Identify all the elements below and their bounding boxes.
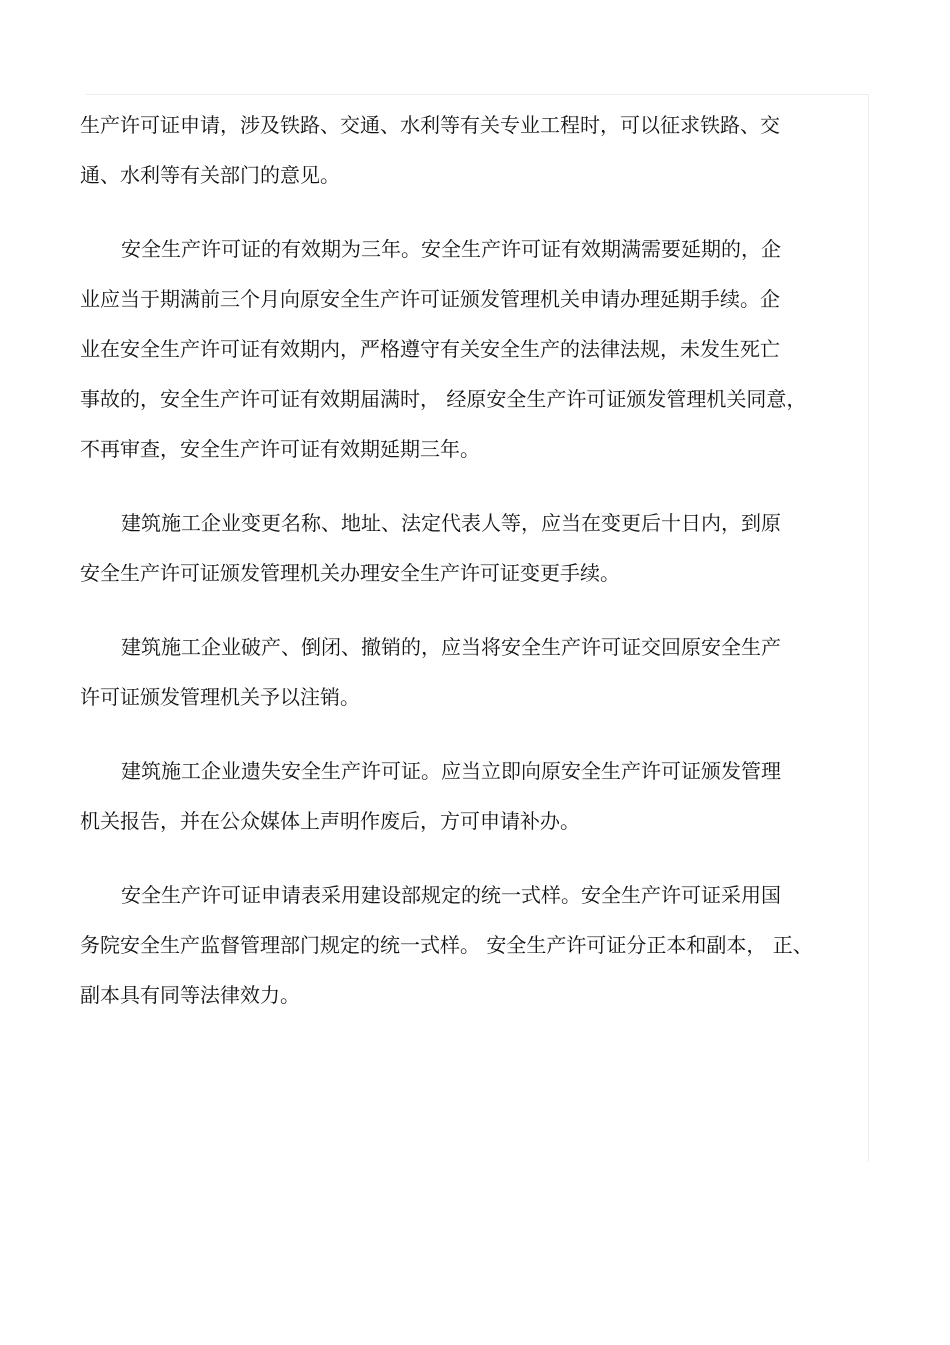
text-line: 安全生产许可证颁发管理机关办理安全生产许可证变更手续。	[80, 561, 620, 585]
paragraph-6	[80, 870, 870, 1020]
paragraph-4	[80, 622, 870, 722]
text-line: 生产许可证申请，涉及铁路、交通、水利等有关专业工程时，可以征求铁路、交	[80, 113, 780, 137]
text-line: 不再审查，安全生产许可证有效期延期三年。	[80, 437, 480, 461]
text-line: 业应当于期满前三个月向原安全生产许可证颁发管理机关申请办理延期手续。企	[80, 287, 780, 311]
document-body	[80, 100, 870, 1044]
paragraph-2	[80, 224, 870, 474]
text-line: 机关报告，并在公众媒体上声明作废后，方可申请补办。	[80, 809, 580, 833]
text-line: 事故的，安全生产许可证有效期届满时， 经原安全生产许可证颁发管理机关同意，	[80, 387, 807, 411]
text-line: 许可证颁发管理机关予以注销。	[80, 685, 360, 709]
text-line: 建筑施工企业变更名称、地址、法定代表人等，应当在变更后十日内，到原	[121, 511, 781, 535]
text-line: 务院安全生产监督管理部门规定的统一式样。 安全生产许可证分正本和副本， 正、	[80, 933, 813, 957]
paragraph-5	[80, 746, 870, 846]
text-line: 安全生产许可证申请表采用建设部规定的统一式样。安全生产许可证采用国	[121, 883, 781, 907]
text-line: 通、水利等有关部门的意见。	[80, 163, 340, 187]
paragraph-1	[80, 100, 870, 200]
paragraph-3	[80, 498, 870, 598]
text-line: 业在安全生产许可证有效期内，严格遵守有关安全生产的法律法规，未发生死亡	[80, 337, 780, 361]
page-frame-top-border	[86, 94, 869, 95]
text-line: 安全生产许可证的有效期为三年。安全生产许可证有效期满需要延期的，企	[121, 237, 781, 261]
text-line: 建筑施工企业遗失安全生产许可证。应当立即向原安全生产许可证颁发管理	[121, 759, 781, 783]
text-line: 副本具有同等法律效力。	[80, 983, 300, 1007]
text-line: 建筑施工企业破产、倒闭、撤销的，应当将安全生产许可证交回原安全生产	[121, 635, 781, 659]
